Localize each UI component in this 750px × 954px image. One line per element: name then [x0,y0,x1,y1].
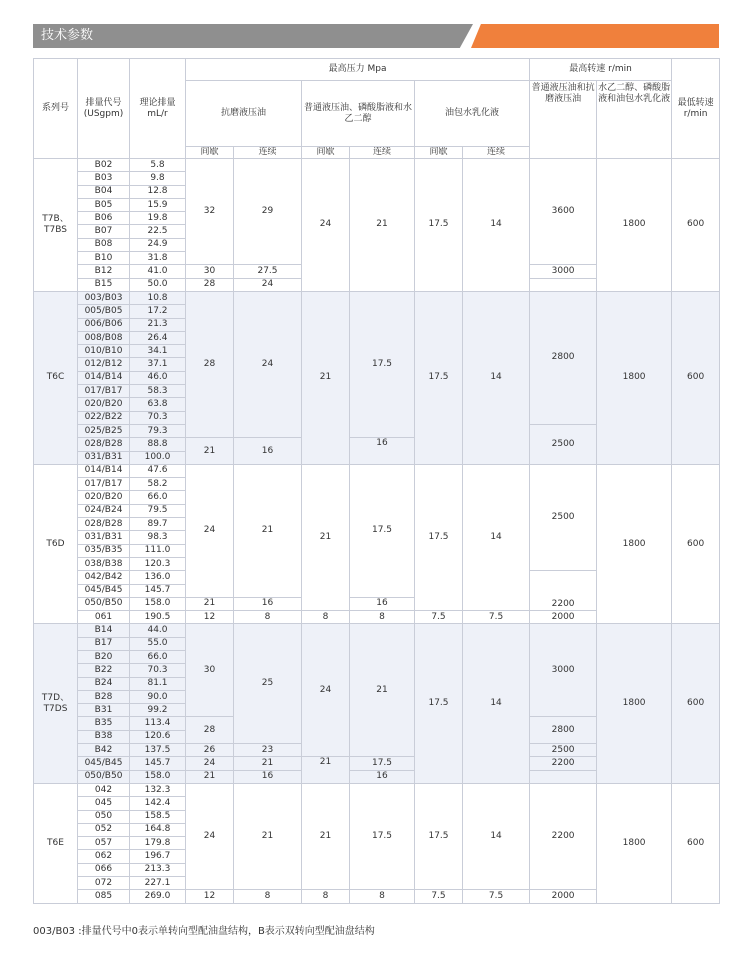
pressure-cell: 8 [234,611,302,624]
pressure-cell: 14 [463,291,530,464]
table-row [34,159,720,172]
pressure-cell: 17.5 [415,159,463,292]
pressure-cell: 17.5 [415,464,463,610]
pressure-cell: 7.5 [463,611,530,624]
disp-cell: 196.7 [130,850,186,863]
disp-cell: 22.5 [130,225,186,238]
disp-cell: 46.0 [130,371,186,384]
speed-cell: 2200 [530,571,597,611]
code-cell: 028/B28 [78,518,130,531]
disp-cell: 120.6 [130,730,186,743]
pressure-cell: 8 [234,890,302,903]
code-cell: 025/B25 [78,424,130,437]
code-cell: 050 [78,810,130,823]
code-cell: 006/B06 [78,318,130,331]
disp-cell: 179.8 [130,837,186,850]
code-cell: 003/B03 [78,291,130,304]
code-cell: B05 [78,198,130,211]
pressure-cell: 7.5 [415,890,463,903]
disp-cell: 137.5 [130,744,186,757]
speed-cell: 2800 [530,717,597,744]
disp-cell: 99.2 [130,704,186,717]
code-cell: B20 [78,650,130,663]
pressure-cell: 17.5 [415,783,463,889]
code-cell: 024/B24 [78,504,130,517]
code-cell: 012/B12 [78,358,130,371]
code-cell: 045/B45 [78,584,130,597]
pressure-cell: 16 [350,770,415,783]
pressure-cell: 21 [302,783,350,889]
speed-cell: 2500 [530,744,597,757]
min-speed-cell: 600 [672,464,720,624]
pressure-cell: 17.5 [350,783,415,889]
disp-cell: 70.3 [130,664,186,677]
disp-cell: 145.7 [130,584,186,597]
pressure-cell: 24 [302,159,350,292]
header-speed-oil: 普通液压油和抗磨液压油 [530,81,597,159]
code-cell: 062 [78,850,130,863]
pressure-cell: 21 [234,783,302,889]
code-cell: 066 [78,863,130,876]
pressure-cell: 24 [302,624,350,757]
header-max-speed: 最高转速 r/min [530,59,672,81]
pressure-cell: 28 [186,717,234,744]
pressure-cell: 29 [234,159,302,265]
speed-cell: 1800 [597,783,672,903]
code-cell: 052 [78,823,130,836]
disp-cell: 17.2 [130,305,186,318]
pressure-cell: 23 [234,744,302,757]
disp-cell: 190.5 [130,611,186,624]
disp-cell: 5.8 [130,159,186,172]
pressure-cell: 16 [234,438,302,465]
pressure-cell: 12 [186,890,234,903]
code-cell: 010/B10 [78,345,130,358]
pressure-cell: 16 [234,770,302,783]
pressure-cell: 21 [302,757,350,784]
disp-cell: 158.0 [130,770,186,783]
section-title: 技术参数 [41,28,94,43]
speed-cell: 2200 [530,757,597,770]
code-cell: B42 [78,744,130,757]
table-row [34,624,720,637]
pressure-cell: 8 [302,890,350,903]
pressure-cell: 21 [350,159,415,292]
pressure-cell: 21 [186,438,234,465]
speed-cell [530,770,597,783]
table-body [34,159,720,904]
disp-cell: 10.8 [130,291,186,304]
disp-cell: 34.1 [130,345,186,358]
header-fluid-general: 普通液压油、磷酸脂液和水乙二醇 [302,81,415,147]
disp-cell: 9.8 [130,172,186,185]
code-cell: B17 [78,637,130,650]
code-cell: B24 [78,677,130,690]
code-cell: 020/B20 [78,491,130,504]
min-speed-cell: 600 [672,783,720,903]
code-cell: B06 [78,212,130,225]
code-cell: B02 [78,159,130,172]
header-fluid-emulsion: 油包水乳化液 [415,81,530,147]
disp-cell: 113.4 [130,717,186,730]
disp-cell: 145.7 [130,757,186,770]
pressure-cell: 14 [463,464,530,610]
disp-cell: 66.0 [130,491,186,504]
code-cell: 031/B31 [78,451,130,464]
pressure-cell: 8 [350,890,415,903]
code-cell: B04 [78,185,130,198]
disp-cell: 44.0 [130,624,186,637]
disp-cell: 120.3 [130,557,186,570]
code-cell: B08 [78,238,130,251]
header-continuous: 连续 [350,147,415,159]
code-cell: 085 [78,890,130,903]
series-cell: T6D [34,464,78,624]
disp-cell: 37.1 [130,358,186,371]
code-cell: 008/B08 [78,331,130,344]
code-cell: 057 [78,837,130,850]
pressure-cell: 7.5 [415,611,463,624]
pressure-cell: 16 [234,597,302,610]
pressure-cell: 21 [186,597,234,610]
speed-cell: 2500 [530,464,597,570]
speed-cell: 2800 [530,291,597,424]
disp-cell: 63.8 [130,398,186,411]
banner-grey-band [33,24,473,48]
min-speed-cell: 600 [672,291,720,464]
disp-cell: 12.8 [130,185,186,198]
code-cell: B31 [78,704,130,717]
code-cell: 017/B17 [78,478,130,491]
code-cell: B15 [78,278,130,291]
pressure-cell: 21 [302,464,350,610]
speed-cell: 2500 [530,424,597,464]
disp-cell: 31.8 [130,252,186,265]
pressure-cell: 12 [186,611,234,624]
code-cell: 005/B05 [78,305,130,318]
disp-cell: 50.0 [130,278,186,291]
table-row [34,464,720,477]
pressure-cell: 21 [350,624,415,757]
pressure-cell: 14 [463,624,530,784]
speed-cell: 3000 [530,265,597,278]
code-cell: 020/B20 [78,398,130,411]
code-cell: 042 [78,783,130,796]
disp-cell: 136.0 [130,571,186,584]
speed-cell: 1800 [597,464,672,624]
disp-cell: 88.8 [130,438,186,451]
footnote: 003/B03 :排量代号中0表示单转向型配油盘结构，B表示双转向型配油盘结构 [33,926,375,937]
header-max-pressure: 最高压力 Mpa [186,59,530,81]
code-cell: 017/B17 [78,385,130,398]
disp-cell: 24.9 [130,238,186,251]
disp-cell: 90.0 [130,690,186,703]
header-series: 系列号 [34,59,78,159]
header-continuous: 连续 [234,147,302,159]
disp-cell: 158.5 [130,810,186,823]
code-cell: 072 [78,877,130,890]
code-cell: 028/B28 [78,438,130,451]
pressure-cell: 24 [186,464,234,597]
code-cell: 061 [78,611,130,624]
header-interval: 间歇 [415,147,463,159]
disp-cell: 19.8 [130,212,186,225]
disp-cell: 158.0 [130,597,186,610]
disp-cell: 26.4 [130,331,186,344]
pressure-cell: 25 [234,624,302,744]
pressure-cell: 17.5 [350,757,415,770]
min-speed-cell: 600 [672,624,720,784]
disp-cell: 111.0 [130,544,186,557]
min-speed-cell: 600 [672,159,720,292]
section-banner [33,24,719,48]
disp-cell: 132.3 [130,783,186,796]
disp-cell: 41.0 [130,265,186,278]
pressure-cell: 21 [186,770,234,783]
speed-cell: 1800 [597,624,672,784]
pressure-cell: 32 [186,159,234,265]
speed-cell: 1800 [597,291,672,464]
speed-cell: 3600 [530,159,597,265]
code-cell: 038/B38 [78,557,130,570]
disp-cell: 47.6 [130,464,186,477]
pressure-cell: 21 [234,464,302,597]
disp-cell: 21.3 [130,318,186,331]
pressure-cell: 7.5 [463,890,530,903]
code-cell: 042/B42 [78,571,130,584]
disp-cell: 55.0 [130,637,186,650]
code-cell: 035/B35 [78,544,130,557]
disp-cell: 142.4 [130,797,186,810]
code-cell: 022/B22 [78,411,130,424]
pressure-cell: 17.5 [415,624,463,784]
speed-cell: 2000 [530,890,597,903]
banner-orange-band [471,24,719,48]
disp-cell: 98.3 [130,531,186,544]
code-cell: B10 [78,252,130,265]
table-row [34,783,720,796]
disp-cell: 269.0 [130,890,186,903]
speed-cell [530,278,597,291]
table-row [34,291,720,304]
header-displacement: 理论排量 mL/r [130,59,186,159]
code-cell: B38 [78,730,130,743]
pressure-cell: 21 [302,291,350,464]
code-cell: 014/B14 [78,464,130,477]
speed-cell: 2000 [530,611,597,624]
speed-cell: 2200 [530,783,597,889]
disp-cell: 79.3 [130,424,186,437]
header-fluid-antiwear: 抗磨液压油 [186,81,302,147]
code-cell: B07 [78,225,130,238]
code-cell: 050/B50 [78,597,130,610]
pressure-cell: 17.5 [415,291,463,464]
series-cell: T6E [34,783,78,903]
code-cell: B12 [78,265,130,278]
spec-table [33,58,720,904]
header-interval: 间歇 [186,147,234,159]
header-speed-fluid: 水乙二醇、磷酸脂液和油包水乳化液 [597,81,672,159]
code-cell: B03 [78,172,130,185]
code-cell: B14 [78,624,130,637]
pressure-cell: 24 [234,291,302,437]
series-cell: T7D、T7DS [34,624,78,784]
pressure-cell: 16 [350,438,415,465]
code-cell: 031/B31 [78,531,130,544]
header-interval: 间歇 [302,147,350,159]
code-cell: B35 [78,717,130,730]
disp-cell: 100.0 [130,451,186,464]
disp-cell: 58.3 [130,385,186,398]
pressure-cell: 17.5 [350,291,415,437]
disp-cell: 89.7 [130,518,186,531]
table-header [34,59,720,159]
disp-cell: 81.1 [130,677,186,690]
code-cell: 045/B45 [78,757,130,770]
code-cell: B22 [78,664,130,677]
header-continuous: 连续 [463,147,530,159]
code-cell: 014/B14 [78,371,130,384]
pressure-cell: 21 [234,757,302,770]
pressure-cell: 24 [186,757,234,770]
pressure-cell: 26 [186,744,234,757]
series-cell: T6C [34,291,78,464]
pressure-cell: 14 [463,783,530,889]
code-cell: 050/B50 [78,770,130,783]
disp-cell: 58.2 [130,478,186,491]
disp-cell: 164.8 [130,823,186,836]
disp-cell: 66.0 [130,650,186,663]
pressure-cell: 8 [302,611,350,624]
header-min-speed: 最低转速 r/min [672,59,720,159]
pressure-cell: 28 [186,291,234,437]
pressure-cell: 30 [186,624,234,717]
pressure-cell: 24 [186,783,234,889]
pressure-cell: 14 [463,159,530,292]
series-cell: T7B、T7BS [34,159,78,292]
disp-cell: 15.9 [130,198,186,211]
spec-table-wrap [33,58,719,904]
disp-cell: 227.1 [130,877,186,890]
pressure-cell: 28 [186,278,234,291]
pressure-cell: 30 [186,265,234,278]
pressure-cell: 16 [350,597,415,610]
header-code: 排量代号 (USgpm) [78,59,130,159]
disp-cell: 79.5 [130,504,186,517]
pressure-cell: 17.5 [350,464,415,597]
code-cell: 045 [78,797,130,810]
code-cell: B28 [78,690,130,703]
pressure-cell: 24 [234,278,302,291]
speed-cell: 1800 [597,159,672,292]
disp-cell: 213.3 [130,863,186,876]
pressure-cell: 27.5 [234,265,302,278]
speed-cell: 3000 [530,624,597,717]
disp-cell: 70.3 [130,411,186,424]
pressure-cell: 8 [350,611,415,624]
